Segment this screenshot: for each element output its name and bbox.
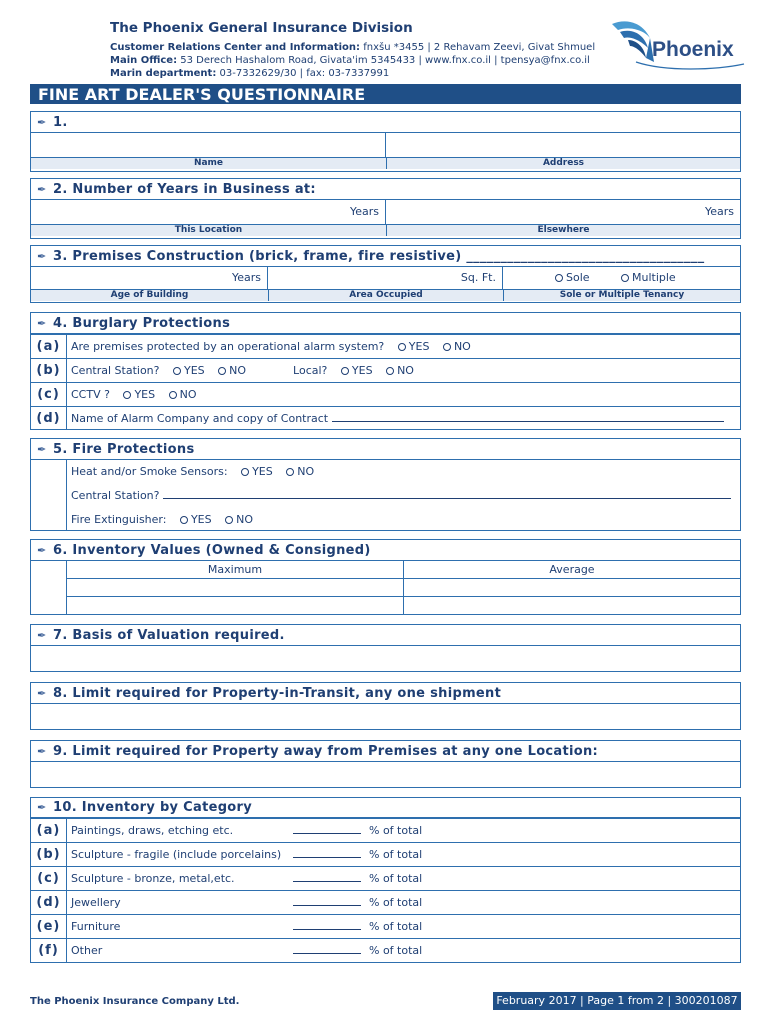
section-1-name-address: [30, 111, 741, 172]
fire-extinguisher-question: Fire Extinguisher: YES NO: [71, 513, 253, 526]
burglary-row-a: [31, 334, 740, 358]
percent-of-total-label: % of total: [369, 872, 423, 885]
section-6-heading: ✒ 6. Inventory Values (Owned & Consigned): [31, 540, 740, 561]
sole-option[interactable]: Sole: [555, 271, 590, 284]
address-field[interactable]: [386, 133, 740, 157]
row-letter: (d): [31, 891, 67, 914]
marin-department-line: [110, 68, 389, 79]
section-3-label-band: [31, 289, 740, 301]
category-percent-field[interactable]: [293, 873, 361, 882]
average-field-2[interactable]: [404, 596, 740, 614]
category-row: [31, 866, 740, 890]
category-percent-field[interactable]: [293, 921, 361, 930]
percent-of-total-label: % of total: [369, 824, 423, 837]
name-label: Name: [193, 158, 224, 168]
years-unit-label-2: Years: [704, 205, 734, 218]
age-of-building-label: Age of Building: [110, 290, 189, 300]
address-label: Address: [386, 158, 740, 169]
row-letter: (a): [31, 335, 67, 358]
sensors-yes-radio-icon[interactable]: [241, 468, 249, 476]
main-office-line: [110, 55, 590, 66]
section-8-transit-limit: [30, 682, 741, 730]
section-2-heading: ✒ 2. Number of Years in Business at:: [31, 179, 740, 200]
smoke-sensors-question: Heat and/or Smoke Sensors: YES NO: [71, 465, 315, 478]
multiple-option[interactable]: Multiple: [621, 271, 676, 284]
years-this-location-field[interactable]: [31, 200, 386, 224]
section-10-inventory-by-category: [30, 797, 741, 963]
maximum-field-2[interactable]: [67, 596, 404, 614]
sqft-unit-label: Sq. Ft.: [460, 271, 496, 284]
pen-icon: ✒: [37, 250, 47, 263]
marin-department-value: 03-7332629/30 | fax: 03-7337991: [219, 68, 390, 79]
pen-icon: ✒: [37, 745, 47, 758]
years-unit-label-1: Years: [349, 205, 379, 218]
section-10-heading: ✒ 10. Inventory by Category: [31, 798, 740, 818]
marin-department-label: Marin department:: [110, 68, 217, 79]
category-label: Paintings, draws, etching etc.: [71, 824, 234, 837]
section-7-valuation: [30, 624, 741, 672]
row-letter: (d): [31, 407, 67, 430]
customer-relations-value: fnxšu *3455 | 2 Rehavam Zeevi, Givat Shmuel: [363, 42, 596, 53]
burglary-row-d: [31, 406, 740, 430]
local-yes-radio-icon[interactable]: [341, 367, 349, 375]
alarm-yes-radio-icon[interactable]: [398, 343, 406, 351]
row-letter: (c): [31, 383, 67, 406]
cctv-no-radio-icon[interactable]: [169, 391, 177, 399]
fire-central-station-field[interactable]: [163, 490, 731, 499]
average-field-1[interactable]: [404, 578, 740, 596]
row-letter: (a): [31, 819, 67, 842]
section-9-heading: ✒ 9. Limit required for Property away from Premises at any one Location:: [31, 741, 740, 762]
category-label: Sculpture - bronze, metal,etc.: [71, 872, 235, 885]
category-row: [31, 818, 740, 842]
row-letter: (b): [31, 843, 67, 866]
row-letter: (e): [31, 915, 67, 938]
burglary-row-c: [31, 382, 740, 406]
phoenix-logo-text: Phoenix: [652, 38, 734, 61]
name-field[interactable]: [31, 133, 386, 157]
pen-icon: ✒: [37, 317, 47, 330]
average-header: Average: [549, 563, 595, 576]
elsewhere-label: Elsewhere: [386, 225, 740, 236]
section-9-away-limit: [30, 740, 741, 788]
section-8-heading: ✒ 8. Limit required for Property-in-Transit, any one shipment: [31, 683, 740, 704]
pen-icon: ✒: [37, 544, 47, 557]
pen-icon: ✒: [37, 687, 47, 700]
section-5-gutter: [31, 460, 67, 530]
multiple-radio-icon[interactable]: [621, 274, 629, 282]
section-7-heading: ✒ 7. Basis of Valuation required.: [31, 625, 740, 646]
local-no-radio-icon[interactable]: [386, 367, 394, 375]
pen-icon: ✒: [37, 629, 47, 642]
main-office-value: 53 Derech Hashalom Road, Givata'im 5345433 | www.fnx.co.il | tpensya@fnx.co.il: [180, 55, 590, 66]
age-of-building-field[interactable]: [31, 267, 268, 289]
form-title: FINE ART DEALER'S QUESTIONNAIRE: [30, 84, 741, 104]
category-label: Other: [71, 944, 103, 957]
percent-of-total-label: % of total: [369, 896, 423, 909]
away-limit-field[interactable]: [31, 765, 740, 787]
pen-icon: ✒: [37, 183, 47, 196]
this-location-label: This Location: [174, 225, 243, 235]
row-letter: (c): [31, 867, 67, 890]
category-row: [31, 842, 740, 866]
years-elsewhere-field[interactable]: [386, 200, 740, 224]
burglary-row-b: [31, 358, 740, 382]
pen-icon: ✒: [37, 443, 47, 456]
footer-company: The Phoenix Insurance Company Ltd.: [30, 996, 240, 1007]
footer-page-info: February 2017 | Page 1 from 2 | 300201087: [493, 992, 741, 1010]
category-row: [31, 890, 740, 914]
main-office-label: Main Office:: [110, 55, 178, 66]
customer-relations-line: [110, 42, 595, 53]
pen-icon: ✒: [37, 801, 47, 814]
extinguisher-yes-radio-icon[interactable]: [180, 516, 188, 524]
cctv-yes-radio-icon[interactable]: [123, 391, 131, 399]
alarm-system-question: Are premises protected by an operational alarm system? YES NO: [71, 340, 471, 353]
company-division-title: The Phoenix General Insurance Division: [110, 20, 413, 36]
percent-of-total-label: % of total: [369, 848, 423, 861]
customer-relations-label: Customer Relations Center and Information:: [110, 42, 361, 53]
section-5-fire-protections: [30, 438, 741, 531]
extinguisher-no-radio-icon[interactable]: [225, 516, 233, 524]
section-4-burglary-protections: [30, 312, 741, 430]
local-question: Local?: [293, 364, 328, 377]
cctv-question: CCTV ? YES NO: [71, 388, 197, 401]
category-label: Sculpture - fragile (include porcelains): [71, 848, 282, 861]
central-yes-radio-icon[interactable]: [173, 367, 181, 375]
section-3-heading[interactable]: ✒ 3. Premises Construction (brick, frame, fire resistive) ___________________________________: [31, 246, 740, 267]
tenancy-options: [503, 267, 740, 289]
section-4-heading: ✒ 4. Burglary Protections: [31, 313, 740, 334]
valuation-field[interactable]: [31, 649, 740, 671]
pen-icon: ✒: [37, 116, 47, 129]
area-occupied-field[interactable]: [268, 267, 503, 289]
category-percent-field[interactable]: [293, 825, 361, 834]
transit-limit-field[interactable]: [31, 707, 740, 729]
tenancy-label: Sole or Multiple Tenancy: [503, 290, 740, 301]
category-percent-field[interactable]: [293, 945, 361, 954]
fire-central-station-question: Central Station?: [71, 489, 731, 502]
category-percent-field[interactable]: [293, 849, 361, 858]
alarm-company-question: Name of Alarm Company and copy of Contract: [71, 412, 724, 425]
category-percent-field[interactable]: [293, 897, 361, 906]
section-5-heading: ✒ 5. Fire Protections: [31, 439, 740, 460]
alarm-company-field[interactable]: [332, 413, 724, 422]
area-occupied-label: Area Occupied: [268, 290, 503, 301]
row-letter: (f): [31, 939, 67, 962]
section-6-gutter: [31, 561, 67, 614]
percent-of-total-label: % of total: [369, 920, 423, 933]
years-unit-label: Years: [231, 271, 261, 284]
central-no-radio-icon[interactable]: [218, 367, 226, 375]
section-1-label-band: [31, 157, 740, 169]
category-label: Furniture: [71, 920, 121, 933]
maximum-field-1[interactable]: [67, 578, 404, 596]
sole-radio-icon[interactable]: [555, 274, 563, 282]
maximum-header: Maximum: [67, 561, 404, 578]
section-2-years-in-business: [30, 178, 741, 239]
section-1-heading: ✒ 1.: [31, 112, 740, 133]
percent-of-total-label: % of total: [369, 944, 423, 957]
section-6-inventory-values: [30, 539, 741, 615]
central-station-question: Central Station? YES NO Local? YES NO: [71, 364, 414, 377]
category-row: [31, 938, 740, 962]
section-2-label-band: [31, 224, 740, 236]
sensors-no-radio-icon[interactable]: [286, 468, 294, 476]
row-letter: (b): [31, 359, 67, 382]
section-3-premises-construction: [30, 245, 741, 303]
category-label: Jewellery: [71, 896, 121, 909]
alarm-no-radio-icon[interactable]: [443, 343, 451, 351]
category-row: [31, 914, 740, 938]
